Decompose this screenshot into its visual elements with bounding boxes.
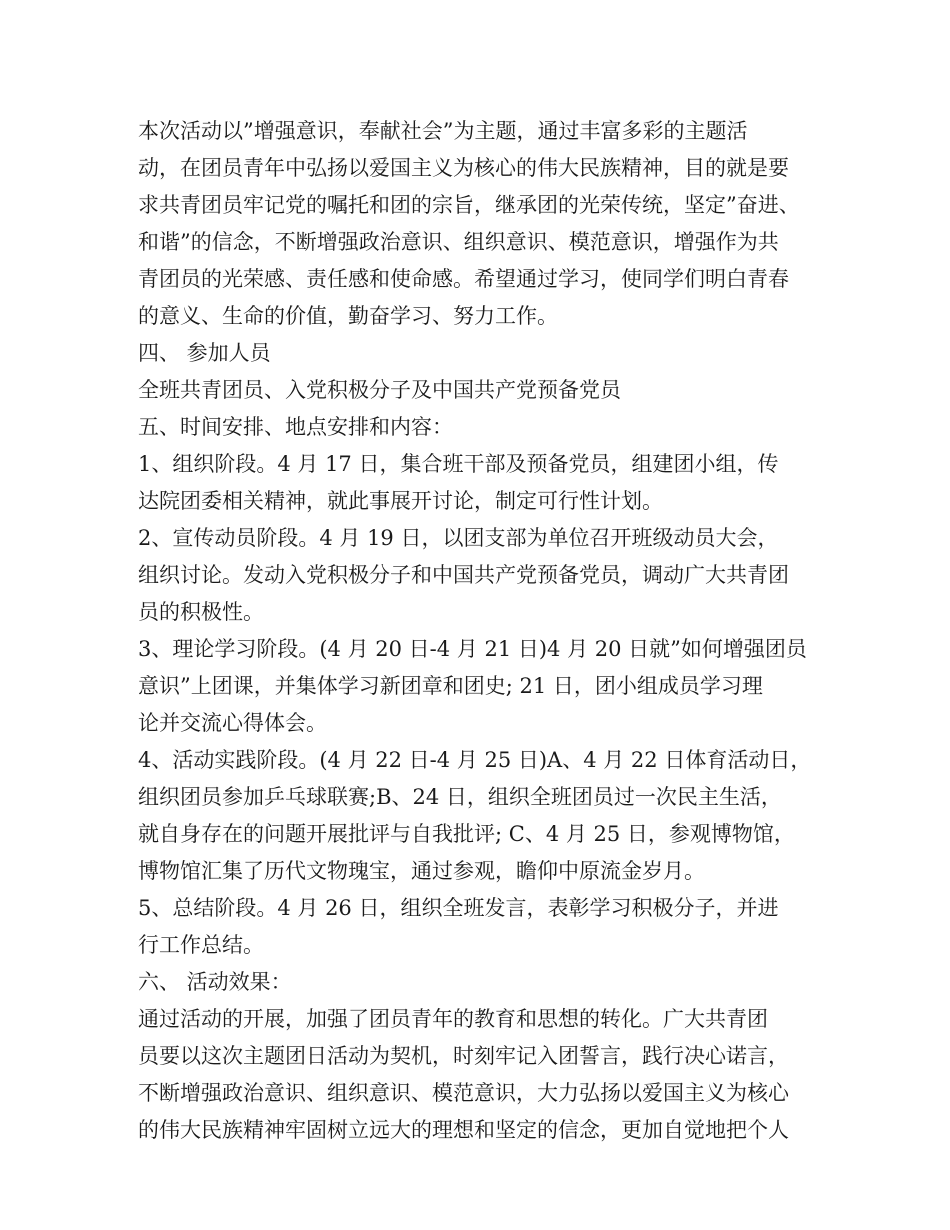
text-line: 5、总结阶段。4 月 26 日，组织全班发言，表彰学习积极分子，并进 — [138, 896, 779, 920]
text-line: 论并交流心得体会。 — [138, 711, 327, 735]
section-heading: 四、 参加人员 — [138, 341, 271, 365]
section-heading: 五、时间安排、地点安排和内容： — [138, 415, 453, 439]
text-line: 2、宣传动员阶段。4 月 19 日，以团支部为单位召开班级动员大会， — [138, 526, 779, 550]
text-line: 意识”上团课，并集体学习新团章和团史; 21 日，团小组成员学习理 — [138, 674, 763, 698]
text-line: 3、理论学习阶段。(4 月 20 日-4 月 21 日)4 月 20 日就”如何增强团员 — [138, 637, 807, 661]
text-line: 行工作总结。 — [138, 933, 264, 957]
section-heading: 六、 活动效果： — [138, 970, 292, 994]
text-line: 的意义、生命的价值，勤奋学习、努力工作。 — [138, 304, 558, 328]
text-line: 全班共青团员、入党积极分子及中国共产党预备党员 — [138, 378, 621, 402]
text-line: 1、组织阶段。4 月 17 日，集合班干部及预备党员，组建团小组，传 — [138, 452, 779, 476]
text-line: 和谐”的信念，不断增强政治意识、组织意识、模范意识，增强作为共 — [138, 230, 779, 254]
text-line: 组织讨论。发动入党积极分子和中国共产党预备党员，调动广大共青团 — [138, 563, 789, 587]
text-line: 员的积极性。 — [138, 600, 264, 624]
text-line: 就自身存在的问题开展批评与自我批评; C、4 月 25 日，参观博物馆， — [138, 822, 795, 846]
text-line: 达院团委相关精神，就此事展开讨论，制定可行性计划。 — [138, 489, 663, 513]
text-line: 求共青团员牢记党的嘱托和团的宗旨，继承团的光荣传统，坚定”奋进、 — [138, 193, 800, 217]
text-line: 的伟大民族精神牢固树立远大的理想和坚定的信念，更加自觉地把个人 — [138, 1118, 789, 1142]
text-line: 青团员的光荣感、责任感和使命感。希望通过学习，使同学们明白青春 — [138, 267, 789, 291]
text-line: 本次活动以”增强意识，奉献社会”为主题，通过丰富多彩的主题活 — [138, 119, 748, 143]
document-body — [138, 113, 828, 1149]
text-line: 4、活动实践阶段。(4 月 22 日-4 月 25 日)A、4 月 22 日体育活动日， — [138, 748, 812, 772]
text-line: 组织团员参加乒乓球联赛;B、24 日，组织全班团员过一次民主生活， — [138, 785, 782, 809]
text-line: 员要以这次主题团日活动为契机，时刻牢记入团誓言，践行决心诺言， — [138, 1044, 789, 1068]
text-line: 通过活动的开展，加强了团员青年的教育和思想的转化。广大共青团 — [138, 1007, 768, 1031]
text-line: 不断增强政治意识、组织意识、模范意识，大力弘扬以爱国主义为核心 — [138, 1081, 789, 1105]
text-line: 博物馆汇集了历代文物瑰宝，通过参观，瞻仰中原流金岁月。 — [138, 859, 705, 883]
text-line: 动，在团员青年中弘扬以爱国主义为核心的伟大民族精神，目的就是要 — [138, 156, 789, 180]
